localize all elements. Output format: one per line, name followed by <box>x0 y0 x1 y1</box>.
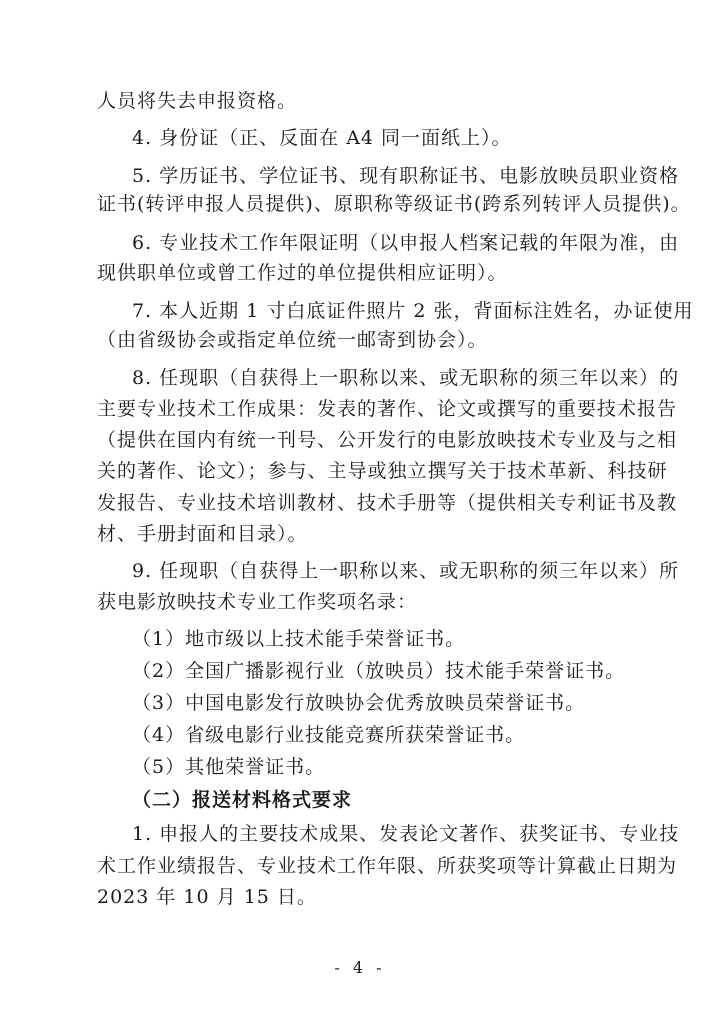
text-line-18: （2）全国广播影视行业（放映员）技术能手荣誉证书。 <box>132 660 626 682</box>
text-line-14: 材、手册封面和目录）。 <box>97 523 308 545</box>
text-line-11: （提供在国内有统一刊号、公开发行的电影放映技术专业及与之相 <box>97 429 678 451</box>
text-line-5: 6. 专业技术工作年限证明（以申报人档案记载的年限为准，由 <box>132 232 680 254</box>
text-line-3: 5. 学历证书、学位证书、现有职称证书、电影放映员职业资格 <box>132 165 680 187</box>
text-line-25: 2023 年 10 月 15 日。 <box>97 886 317 908</box>
text-line-1: 人员将失去申报资格。 <box>97 90 298 112</box>
text-line-9: 8. 任现职（自获得上一职称以来、或无职称的须三年以来）的 <box>132 367 680 389</box>
text-line-13: 发报告、专业技术培训教材、技术手册等（提供相关专利证书及教 <box>97 492 678 514</box>
text-line-23: 1. 申报人的主要技术成果、发表论文著作、获奖证书、专业技 <box>132 823 680 845</box>
section-heading: （二）报送材料格式要求 <box>132 789 353 811</box>
text-line-24: 术工作业绩报告、专业技术工作年限、所获奖项等计算截止日期为 <box>97 855 678 877</box>
text-line-17: （1）地市级以上技术能手荣誉证书。 <box>132 628 466 650</box>
text-line-21: （5）其他荣誉证书。 <box>132 756 326 778</box>
text-line-7: 7. 本人近期 1 寸白底证件照片 2 张，背面标注姓名，办证使用 <box>132 300 694 322</box>
text-line-16: 获电影放映技术专业工作奖项名录： <box>97 591 418 613</box>
text-line-6: 现供职单位或曾工作过的单位提供相应证明）。 <box>97 262 508 284</box>
text-line-8: （由省级协会或指定单位统一邮寄到协会）。 <box>97 329 488 351</box>
text-line-2: 4. 身份证（正、反面在 A4 同一面纸上）。 <box>132 127 512 149</box>
page-number: - 4 - <box>334 958 386 977</box>
text-line-4: 证书(转评申报人员提供)、原职称等级证书(跨系列转评人员提供)。 <box>97 193 691 215</box>
text-line-15: 9. 任现职（自获得上一职称以来、或无职称的须三年以来）所 <box>132 560 680 582</box>
text-line-20: （4）省级电影行业技能竞赛所获荣誉证书。 <box>132 724 526 746</box>
text-line-10: 主要专业技术工作成果：发表的著作、论文或撰写的重要技术报告 <box>97 398 678 420</box>
text-line-19: （3）中国电影发行放映协会优秀放映员荣誉证书。 <box>132 692 586 714</box>
text-line-12: 关的著作、论文）；参与、主导或独立撰写关于技术革新、科技研 <box>97 460 668 482</box>
